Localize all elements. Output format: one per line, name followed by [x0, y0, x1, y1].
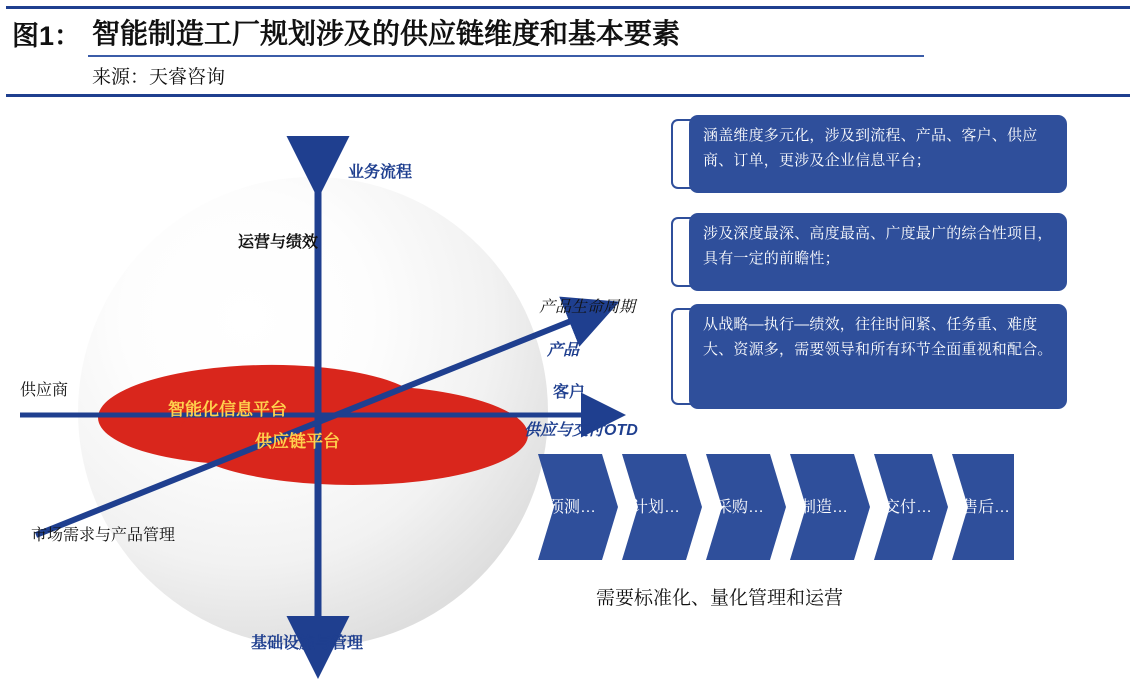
axis-market-demand-label: 市场需求与产品管理	[31, 527, 176, 544]
bottom-caption: 需要标准化、量化管理和运营	[596, 588, 844, 609]
source-label: 来源：天睿咨询	[92, 67, 226, 88]
process-step-label-1: 预测…	[548, 499, 597, 516]
axis-product-lifecycle-label: 产品生命周期	[539, 299, 636, 316]
callout-3: 从战略—执行—绩效，往往时间紧、任务重、难度大、资源多，需要领导和所有环节全面重视和配合。	[689, 304, 1067, 409]
process-step-label-5: 交付…	[884, 499, 933, 516]
operations-performance-label: 运营与绩效	[238, 234, 319, 251]
process-step-label-4: 制造…	[800, 499, 849, 516]
header	[0, 0, 1136, 96]
callout-1: 涵盖维度多元化，涉及到流程、产品、客户、供应商、订单，更涉及企业信息平台；	[689, 115, 1067, 193]
process-flow	[536, 452, 1016, 562]
axis-down-label: 基础设施与管理	[251, 635, 364, 652]
header-top-rule	[6, 6, 1130, 9]
diagram-canvas	[0, 97, 1136, 691]
process-step-label-6: 售后…	[962, 499, 1011, 516]
header-middle-rule	[88, 55, 924, 57]
supply-platform-label: 供应链平台	[255, 432, 340, 451]
axis-right-label: 客户	[553, 384, 586, 401]
page-title: 智能制造工厂规划涉及的供应链维度和基本要素	[92, 18, 681, 49]
process-step-label-2: 计划…	[632, 499, 681, 516]
figure-label: 图1：	[12, 21, 82, 51]
callout-2: 涉及深度最深、高度最高、广度最广的综合性项目，具有一定的前瞻性；	[689, 213, 1067, 291]
info-platform-label: 智能化信息平台	[168, 400, 287, 419]
axis-left-label: 供应商	[20, 382, 69, 399]
axis-otd-label: 供应与交付OTD	[524, 422, 638, 439]
axis-up-label: 业务流程	[348, 164, 413, 181]
process-step-label-3: 采购…	[716, 499, 765, 516]
axis-product-label: 产品	[547, 342, 580, 359]
